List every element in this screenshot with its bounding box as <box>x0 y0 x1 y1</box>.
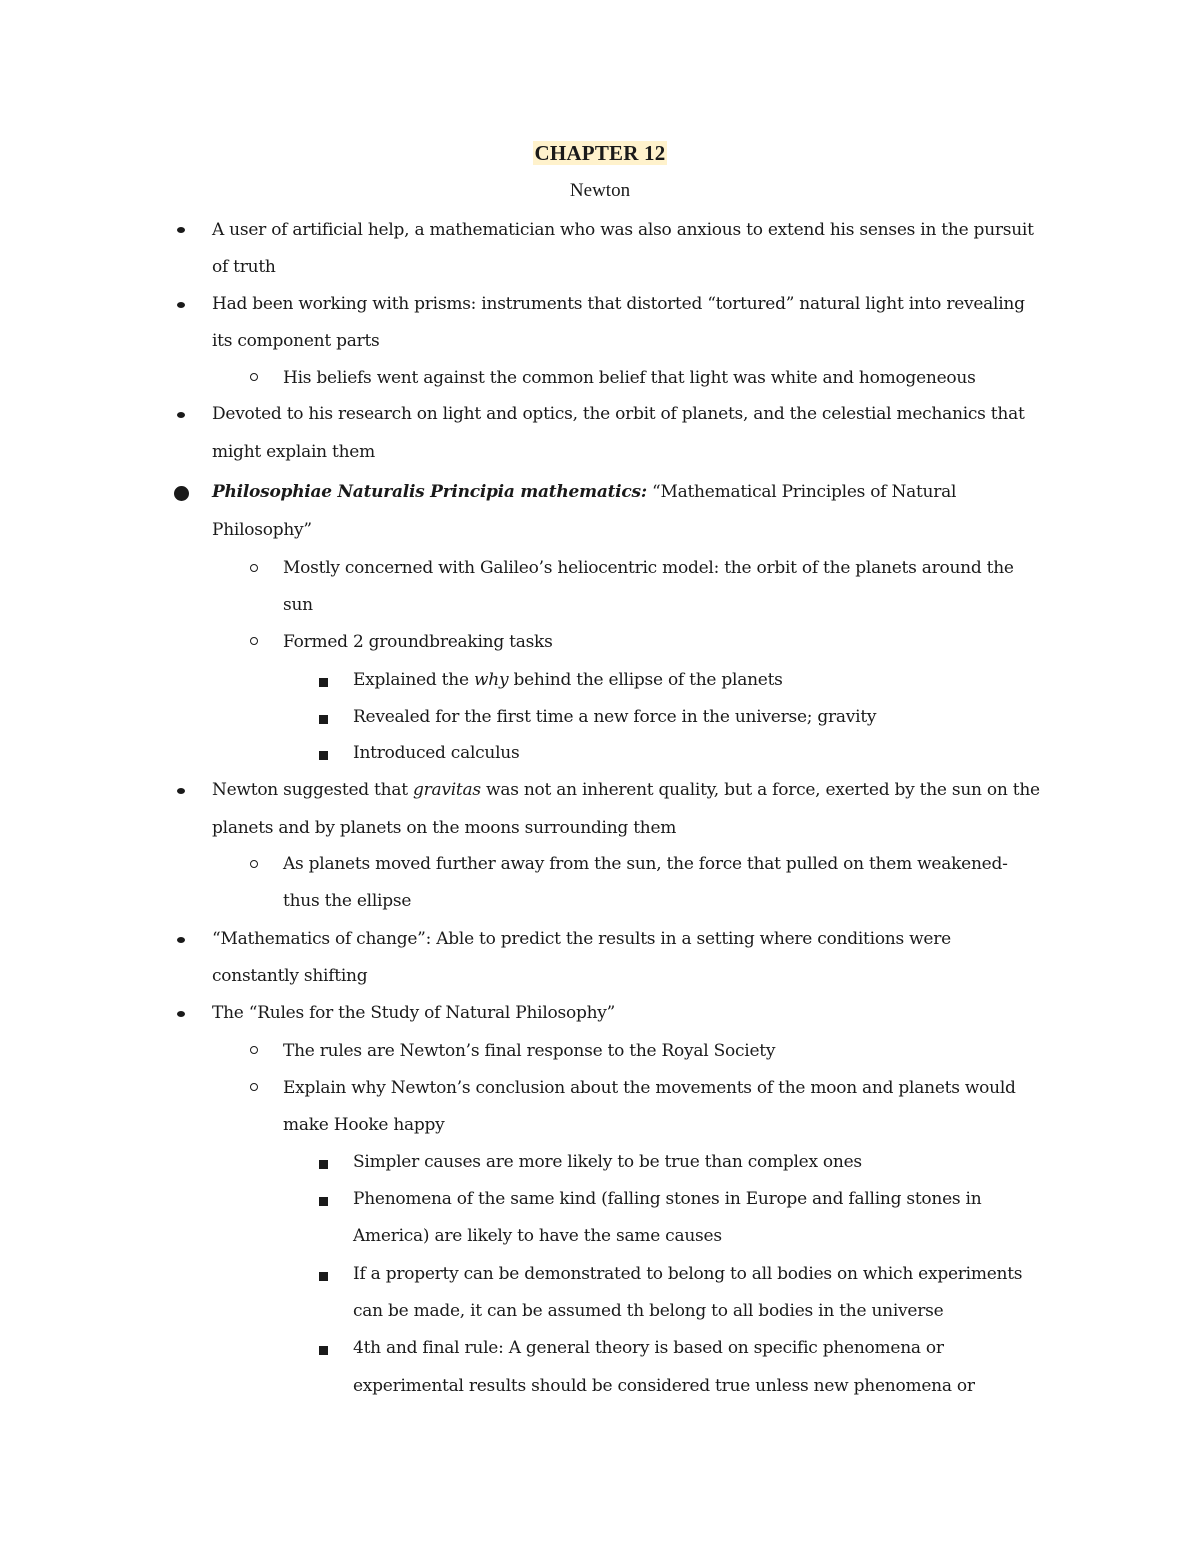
bullet-text: Devoted to his research on light and optics, the orbit of planets, and the celestial mechanics that <box>212 404 1025 424</box>
bullet-dot-icon <box>177 788 185 794</box>
sub-bullet-circle-icon <box>250 860 258 868</box>
sub-sub-bullet-square-icon <box>319 1160 328 1169</box>
bullet-text: “Mathematics of change”: Able to predict the results in a setting where conditions were <box>212 929 951 949</box>
bullet-dot-icon <box>174 486 189 501</box>
sub-sub-bullet-text: Revealed for the first time a new force in the universe; gravity <box>353 707 877 727</box>
sub-bullet-text: Explain why Newton’s conclusion about the movements of the moon and planets would <box>283 1078 1016 1098</box>
chapter-heading: CHAPTER 12 <box>534 141 666 165</box>
sub-sub-bullet-text: America) are likely to have the same causes <box>353 1226 722 1246</box>
sub-bullet-text: As planets moved further away from the sun, the force that pulled on them weakened- <box>283 854 1008 874</box>
bullet-text: Had been working with prisms: instruments that distorted “tortured” natural light into revealing <box>212 294 1025 314</box>
sub-sub-bullet-text: Phenomena of the same kind (falling stones in Europe and falling stones in <box>353 1189 982 1209</box>
sub-bullet-text: make Hooke happy <box>283 1115 445 1135</box>
bullet-text: A user of artificial help, a mathematician who was also anxious to extend his senses in the pursuit <box>212 220 1034 240</box>
sub-sub-bullet-text: experimental results should be considered true unless new phenomena or <box>353 1376 975 1396</box>
sub-sub-bullet-square-icon <box>319 1272 328 1281</box>
sub-sub-bullet-text: Explained the why behind the ellipse of the planets <box>353 670 783 690</box>
bullet-text: its component parts <box>212 331 380 351</box>
bullet-dot-icon <box>177 937 185 943</box>
bullet-dot-icon <box>177 227 185 233</box>
sub-sub-bullet-square-icon <box>319 1197 328 1206</box>
sub-sub-bullet-text: Simpler causes are more likely to be true than complex ones <box>353 1152 862 1172</box>
sub-sub-bullet-text: 4th and final rule: A general theory is based on specific phenomena or <box>353 1338 944 1358</box>
bullet-dot-icon <box>177 412 185 418</box>
sub-bullet-circle-icon <box>250 373 258 381</box>
bullet-text: Newton suggested that gravitas was not an inherent quality, but a force, exerted by the sun on the <box>212 780 1040 800</box>
bullet-dot-icon <box>177 1011 185 1017</box>
sub-bullet-text: Formed 2 groundbreaking tasks <box>283 632 553 652</box>
sub-sub-bullet-square-icon <box>319 1346 328 1355</box>
sub-bullet-text: His beliefs went against the common belief that light was white and homogeneous <box>283 368 976 388</box>
sub-sub-bullet-square-icon <box>319 715 328 724</box>
sub-bullet-text: sun <box>283 595 313 615</box>
sub-bullet-text: The rules are Newton’s final response to the Royal Society <box>283 1041 776 1061</box>
bullet-text: might explain them <box>212 442 375 462</box>
sub-bullet-circle-icon <box>250 1083 258 1091</box>
sub-sub-bullet-text: Introduced calculus <box>353 743 520 763</box>
bullet-text: constantly shifting <box>212 966 368 986</box>
bullet-text: The “Rules for the Study of Natural Philosophy” <box>212 1003 616 1023</box>
sub-sub-bullet-square-icon <box>319 751 328 760</box>
sub-bullet-circle-icon <box>250 1046 258 1054</box>
sub-bullet-text: thus the ellipse <box>283 891 412 911</box>
bullet-text: Philosophiae Naturalis Principia mathematics: “Mathematical Principles of Natural <box>212 482 957 502</box>
bullet-text: of truth <box>212 257 276 277</box>
bullet-dot-icon <box>177 302 185 308</box>
sub-sub-bullet-text: can be made, it can be assumed th belong to all bodies in the universe <box>353 1301 944 1321</box>
sub-sub-bullet-square-icon <box>319 678 328 687</box>
sub-bullet-circle-icon <box>250 564 258 572</box>
principia-title: Philosophiae Naturalis Principia mathematics: <box>212 482 647 502</box>
sub-sub-bullet-text: If a property can be demonstrated to belong to all bodies on which experiments <box>353 1264 1023 1284</box>
bullet-text: Philosophy” <box>212 520 312 540</box>
bullet-text: planets and by planets on the moons surrounding them <box>212 818 677 838</box>
chapter-subtitle: Newton <box>569 180 631 201</box>
sub-bullet-circle-icon <box>250 637 258 645</box>
sub-bullet-text: Mostly concerned with Galileo’s heliocentric model: the orbit of the planets around the <box>283 558 1014 578</box>
